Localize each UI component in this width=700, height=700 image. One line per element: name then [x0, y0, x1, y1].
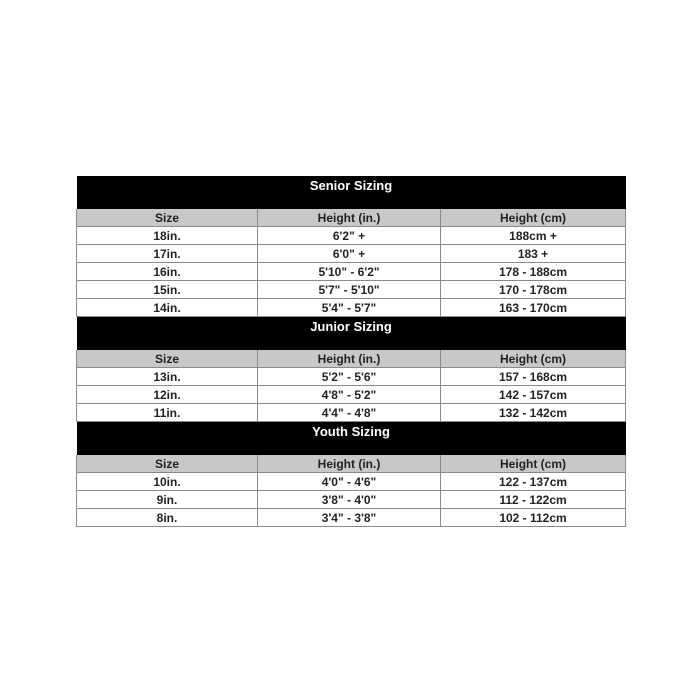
size-cell: 16in. — [77, 263, 258, 281]
sizing-chart — [76, 176, 625, 527]
table-row — [77, 299, 626, 317]
column-header: Size — [77, 350, 258, 368]
size-cell: 11in. — [77, 404, 258, 422]
section-title-row-junior-sizing — [77, 317, 626, 351]
height-in-cell: 4'4" - 4'8" — [258, 404, 441, 422]
section-title: Junior Sizing — [77, 317, 626, 351]
height-cm-cell: 188cm + — [441, 227, 626, 245]
height-cm-cell: 122 - 137cm — [441, 473, 626, 491]
table-row — [77, 368, 626, 386]
column-header: Height (cm) — [441, 455, 626, 473]
height-in-cell: 6'0" + — [258, 245, 441, 263]
table-row — [77, 491, 626, 509]
size-cell: 15in. — [77, 281, 258, 299]
table-row — [77, 281, 626, 299]
height-cm-cell: 157 - 168cm — [441, 368, 626, 386]
height-cm-cell: 163 - 170cm — [441, 299, 626, 317]
section-title-row-senior-sizing — [77, 176, 626, 209]
size-cell: 10in. — [77, 473, 258, 491]
height-cm-cell: 183 + — [441, 245, 626, 263]
size-cell: 12in. — [77, 386, 258, 404]
section-title-row-youth-sizing — [77, 422, 626, 456]
height-in-cell: 6'2" + — [258, 227, 441, 245]
size-cell: 14in. — [77, 299, 258, 317]
height-cm-cell: 102 - 112cm — [441, 509, 626, 527]
height-in-cell: 3'4" - 3'8" — [258, 509, 441, 527]
size-cell: 18in. — [77, 227, 258, 245]
height-cm-cell: 170 - 178cm — [441, 281, 626, 299]
size-cell: 17in. — [77, 245, 258, 263]
column-header: Height (in.) — [258, 350, 441, 368]
sizing-table — [76, 176, 626, 527]
height-in-cell: 5'10" - 6'2" — [258, 263, 441, 281]
height-cm-cell: 142 - 157cm — [441, 386, 626, 404]
height-cm-cell: 178 - 188cm — [441, 263, 626, 281]
section-title: Senior Sizing — [77, 176, 626, 209]
height-in-cell: 4'0" - 4'6" — [258, 473, 441, 491]
table-row — [77, 227, 626, 245]
height-in-cell: 5'2" - 5'6" — [258, 368, 441, 386]
height-in-cell: 4'8" - 5'2" — [258, 386, 441, 404]
size-cell: 13in. — [77, 368, 258, 386]
section-title: Youth Sizing — [77, 422, 626, 456]
table-row — [77, 386, 626, 404]
height-in-cell: 5'7" - 5'10" — [258, 281, 441, 299]
height-in-cell: 3'8" - 4'0" — [258, 491, 441, 509]
height-cm-cell: 112 - 122cm — [441, 491, 626, 509]
table-row — [77, 473, 626, 491]
table-row — [77, 245, 626, 263]
column-header-row — [77, 350, 626, 368]
table-row — [77, 263, 626, 281]
column-header-row — [77, 455, 626, 473]
size-cell: 8in. — [77, 509, 258, 527]
column-header: Height (in.) — [258, 209, 441, 227]
column-header: Size — [77, 209, 258, 227]
table-row — [77, 404, 626, 422]
column-header: Size — [77, 455, 258, 473]
table-row — [77, 509, 626, 527]
height-in-cell: 5'4" - 5'7" — [258, 299, 441, 317]
column-header-row — [77, 209, 626, 227]
column-header: Height (in.) — [258, 455, 441, 473]
column-header: Height (cm) — [441, 209, 626, 227]
column-header: Height (cm) — [441, 350, 626, 368]
height-cm-cell: 132 - 142cm — [441, 404, 626, 422]
size-cell: 9in. — [77, 491, 258, 509]
